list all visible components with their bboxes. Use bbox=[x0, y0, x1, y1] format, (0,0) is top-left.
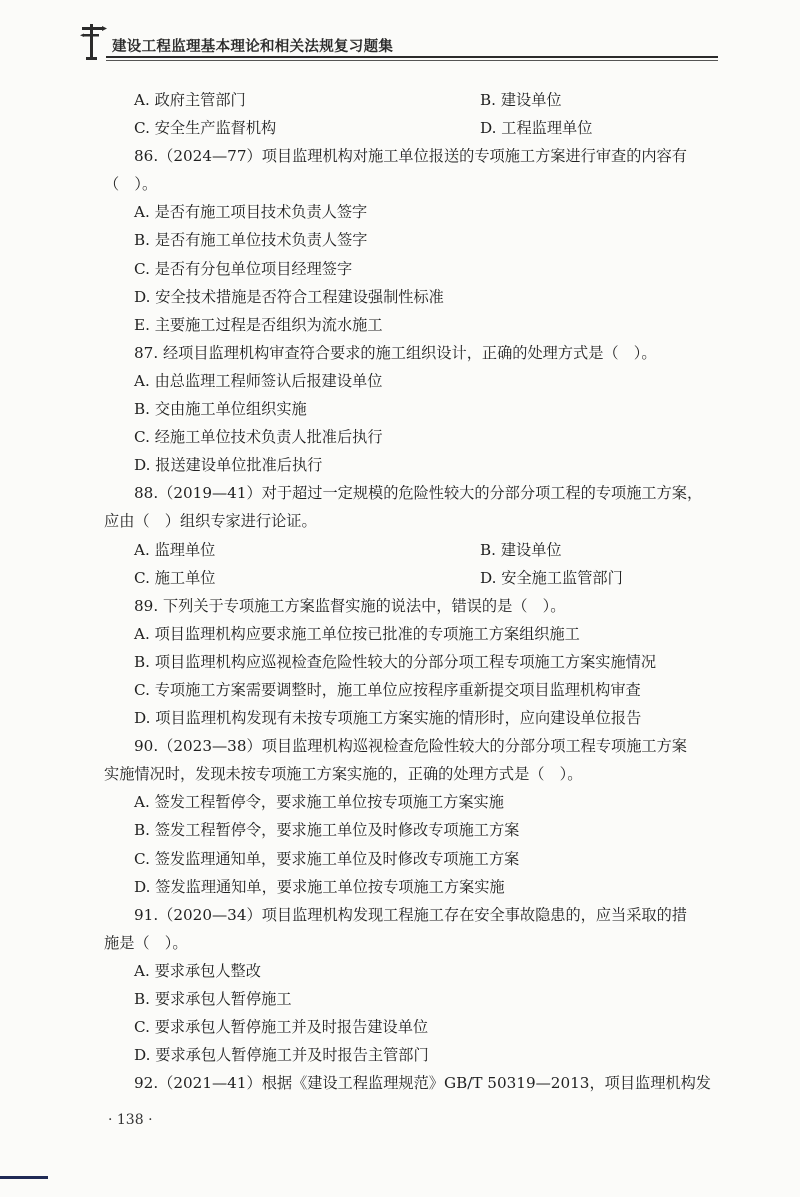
option-text: B. 交由施工单位组织实施 bbox=[134, 400, 307, 419]
option-text: C. 是否有分包单位项目经理签字 bbox=[134, 259, 353, 278]
option-text: C. 要求承包人暂停施工并及时报告建设单位 bbox=[134, 1018, 429, 1037]
option-text: A. 项目监理机构应要求施工单位按已批准的专项施工方案组织施工 bbox=[134, 624, 580, 643]
option-text: C. 安全生产监督机构 bbox=[134, 119, 277, 138]
option-text: A. 监理单位 bbox=[134, 540, 216, 559]
option-row bbox=[104, 86, 734, 114]
option-text: B. 要求承包人暂停施工 bbox=[134, 990, 292, 1008]
option-text: A. 政府主管部门 bbox=[134, 91, 246, 109]
option-text: D. 安全施工监管部门 bbox=[480, 568, 623, 587]
question-stem: 91.（2020—34）项目监理机构发现工程施工存在安全事故隐患的，应当采取的措 bbox=[134, 905, 687, 924]
option-text: B. 建设单位 bbox=[480, 91, 562, 109]
option-text: D. 安全技术措施是否符合工程建设强制性标准 bbox=[134, 287, 444, 306]
option-text: A. 是否有施工项目技术负责人签字 bbox=[134, 203, 368, 222]
question-stem: 88.（2019—41）对于超过一定规模的危险性较大的分部分项工程的专项施工方案， bbox=[134, 484, 703, 503]
option-text: D. 项目监理机构发现有未按专项施工方案实施的情形时，应向建设单位报告 bbox=[134, 709, 642, 728]
header-rule-thin bbox=[106, 60, 718, 61]
book-title: 建设工程监理基本理论和相关法规复习题集 bbox=[112, 39, 394, 55]
option-text: C. 经施工单位技术负责人批准后执行 bbox=[134, 428, 383, 447]
question-stem: 87. 经项目监理机构审查符合要求的施工组织设计，正确的处理方式是（ ）。 bbox=[134, 343, 657, 362]
option-row bbox=[104, 114, 734, 142]
option-text: B. 是否有施工单位技术负责人签字 bbox=[134, 231, 368, 250]
scan-edge-mark bbox=[0, 1176, 48, 1179]
signpost-logo-icon bbox=[78, 18, 108, 62]
question-stem: 90.（2023—38）项目监理机构巡视检查危险性较大的分部分项工程专项施工方案 bbox=[134, 737, 687, 756]
question-stem: 92.（2021—41）根据《建设工程监理规范》GB/T 50319—2013，项目监理机构发 bbox=[134, 1074, 711, 1093]
option-row bbox=[104, 536, 734, 564]
option-text: A. 要求承包人整改 bbox=[134, 961, 261, 980]
header-rule bbox=[106, 56, 718, 58]
option-text: D. 签发监理通知单，要求施工单位按专项施工方案实施 bbox=[134, 877, 505, 896]
page-number: · 138 · bbox=[108, 1112, 153, 1128]
question-continuation: 施是（ ）。 bbox=[104, 933, 188, 952]
option-text: B. 项目监理机构应巡视检查危险性较大的分部分项工程专项施工方案实施情况 bbox=[134, 652, 657, 671]
option-text: C. 签发监理通知单，要求施工单位及时修改专项施工方案 bbox=[134, 849, 520, 868]
option-row bbox=[104, 564, 734, 592]
option-text: B. 签发工程暂停令，要求施工单位及时修改专项施工方案 bbox=[134, 821, 520, 840]
option-text: A. 签发工程暂停令，要求施工单位按专项施工方案实施 bbox=[134, 793, 504, 812]
question-stem: 89. 下列关于专项施工方案监督实施的说法中，错误的是（ ）。 bbox=[134, 596, 566, 615]
question-continuation: （ ）。 bbox=[104, 175, 158, 194]
option-text: C. 施工单位 bbox=[134, 568, 216, 587]
running-header bbox=[78, 18, 718, 62]
option-text: D. 要求承包人暂停施工并及时报告主管部门 bbox=[134, 1046, 429, 1065]
option-text: C. 专项施工方案需要调整时，施工单位应按程序重新提交项目监理机构审查 bbox=[134, 680, 641, 699]
option-text: D. 报送建设单位批准后执行 bbox=[134, 456, 323, 475]
option-text: A. 由总监理工程师签认后报建设单位 bbox=[134, 371, 383, 390]
question-continuation: 应由（ ）组织专家进行论证。 bbox=[104, 512, 317, 531]
option-text: B. 建设单位 bbox=[480, 540, 562, 559]
option-text: E. 主要施工过程是否组织为流水施工 bbox=[134, 315, 383, 334]
option-text: D. 工程监理单位 bbox=[480, 119, 593, 138]
question-stem: 86.（2024—77）项目监理机构对施工单位报送的专项施工方案进行审查的内容有 bbox=[134, 147, 687, 166]
page-body bbox=[104, 86, 734, 1097]
question-continuation: 实施情况时，发现未按专项施工方案实施的，正确的处理方式是（ ）。 bbox=[104, 765, 583, 784]
